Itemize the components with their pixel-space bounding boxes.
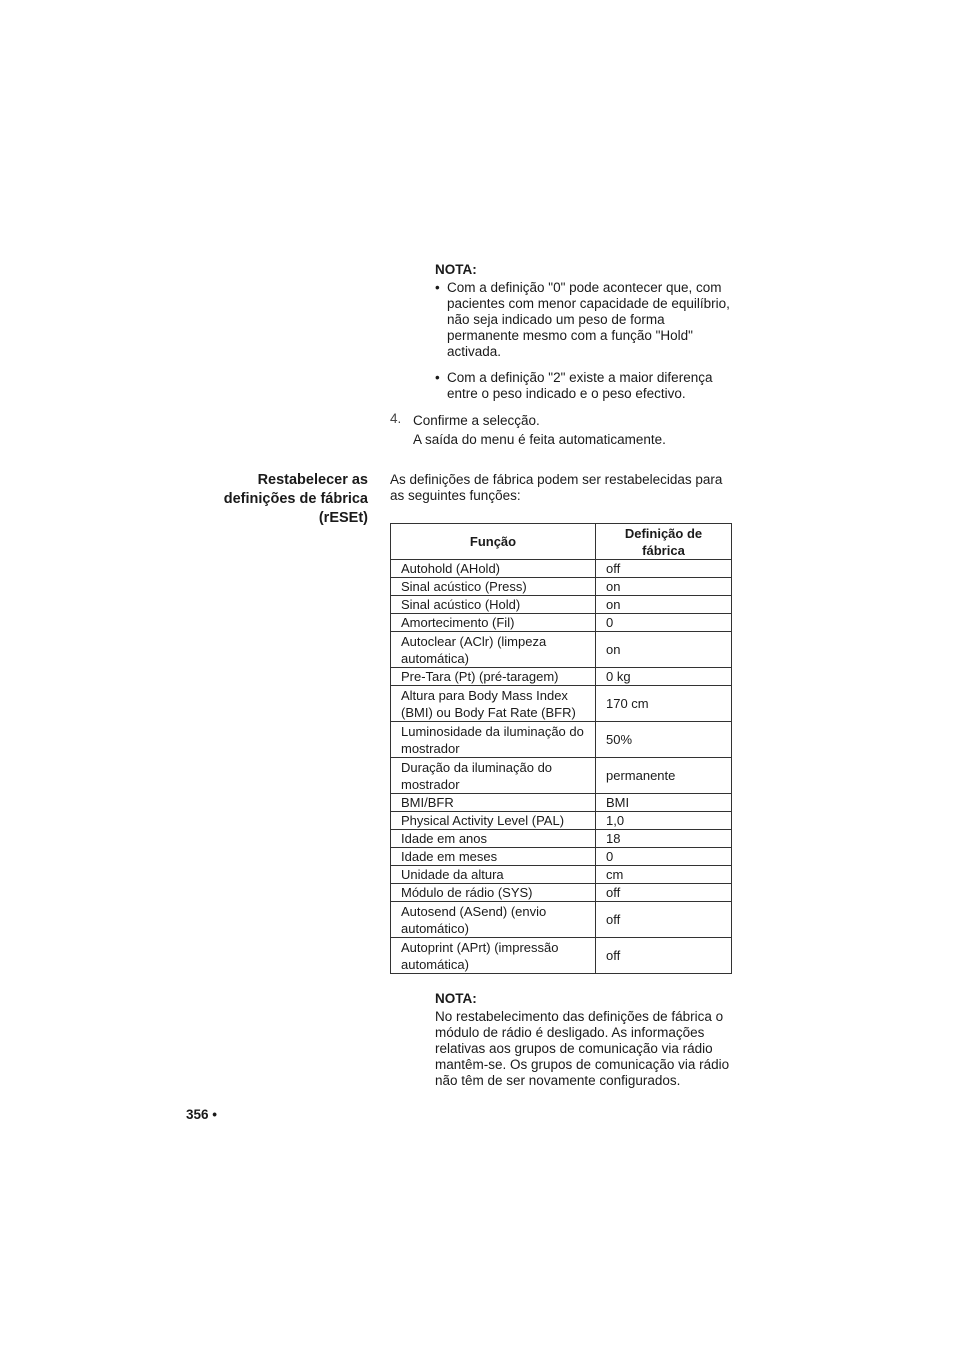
cell-value: 0 [596,848,732,866]
header-function: Função [391,524,596,560]
table-row [391,812,732,830]
table-row [391,560,732,578]
table-row [391,794,732,812]
cell-function: Physical Activity Level (PAL) [391,812,596,830]
cell-value: cm [596,866,732,884]
cell-function: Pre-Tara (Pt) (pré-taragem) [391,668,596,686]
cell-value: 0 [596,614,732,632]
cell-function: Sinal acústico (Hold) [391,596,596,614]
cell-function: Autosend (ASend) (envio automático) [391,902,596,938]
cell-value: permanente [596,758,732,794]
cell-function: Autohold (AHold) [391,560,596,578]
cell-value: on [596,596,732,614]
cell-value: 50% [596,722,732,758]
step-line: A saída do menu é feita automaticamente. [413,432,666,447]
cell-value: 0 kg [596,668,732,686]
intro-text: As definições de fábrica podem ser restabelecidas para as seguintes funções: [390,472,723,503]
step-line: Confirme a selecção. [413,413,540,428]
cell-function: Altura para Body Mass Index (BMI) ou Body Fat Rate (BFR) [391,686,596,722]
cell-value: 18 [596,830,732,848]
header-factory-setting: Definição de fábrica [596,524,732,560]
note-block-2 [435,991,735,1089]
cell-value: BMI [596,794,732,812]
factory-settings-table [390,523,732,974]
table-row [391,632,732,668]
table-row [391,686,732,722]
table-row [391,830,732,848]
cell-function: BMI/BFR [391,794,596,812]
table-row [391,668,732,686]
note-bullet: • Com a definição "0" pode acontecer que, com pacientes com menor capacidade de equilíbrio, não seja indicado um peso de forma permanente mesmo com a função "Hold" activada. [435,280,735,360]
cell-function: Amortecimento (Fil) [391,614,596,632]
section-heading: Restabelecer as definições de fábrica (rESEt) [223,472,368,526]
note-title: NOTA: [435,991,477,1006]
note-text: No restabelecimento das definições de fábrica o módulo de rádio é desligado. As informações relativas aos grupos de comunicação via rádio mantêm-se. Os grupos de comunicação via rádio não têm de ser novamente configurados. [435,1009,730,1088]
table-header-row [391,524,732,560]
table-row [391,902,732,938]
cell-function: Sinal acústico (Press) [391,578,596,596]
cell-function: Módulo de rádio (SYS) [391,884,596,902]
table-row [391,722,732,758]
cell-function: Idade em meses [391,848,596,866]
table-row [391,578,732,596]
table-row [391,866,732,884]
cell-function: Idade em anos [391,830,596,848]
table-row [391,614,732,632]
cell-value: off [596,938,732,974]
cell-function: Autoprint (APrt) (impressão automática) [391,938,596,974]
cell-value: off [596,560,732,578]
page-number: 356 • [186,1107,218,1122]
table-row [391,938,732,974]
note-block-1 [435,262,735,402]
cell-value: on [596,632,732,668]
cell-value: off [596,884,732,902]
cell-function: Duração da iluminação do mostrador [391,758,596,794]
step-number: 4. [390,411,402,426]
cell-function: Unidade da altura [391,866,596,884]
table-row [391,848,732,866]
table-row [391,596,732,614]
cell-function: Luminosidade da iluminação do mostrador [391,722,596,758]
note-title: NOTA: [435,262,477,277]
table-row [391,884,732,902]
cell-value: off [596,902,732,938]
cell-value: 170 cm [596,686,732,722]
cell-function: Autoclear (AClr) (limpeza automática) [391,632,596,668]
step-4 [390,411,730,449]
table-row [391,758,732,794]
cell-value: on [596,578,732,596]
note-bullet: • Com a definição "2" existe a maior diferença entre o peso indicado e o peso efectivo. [435,370,735,402]
cell-value: 1,0 [596,812,732,830]
